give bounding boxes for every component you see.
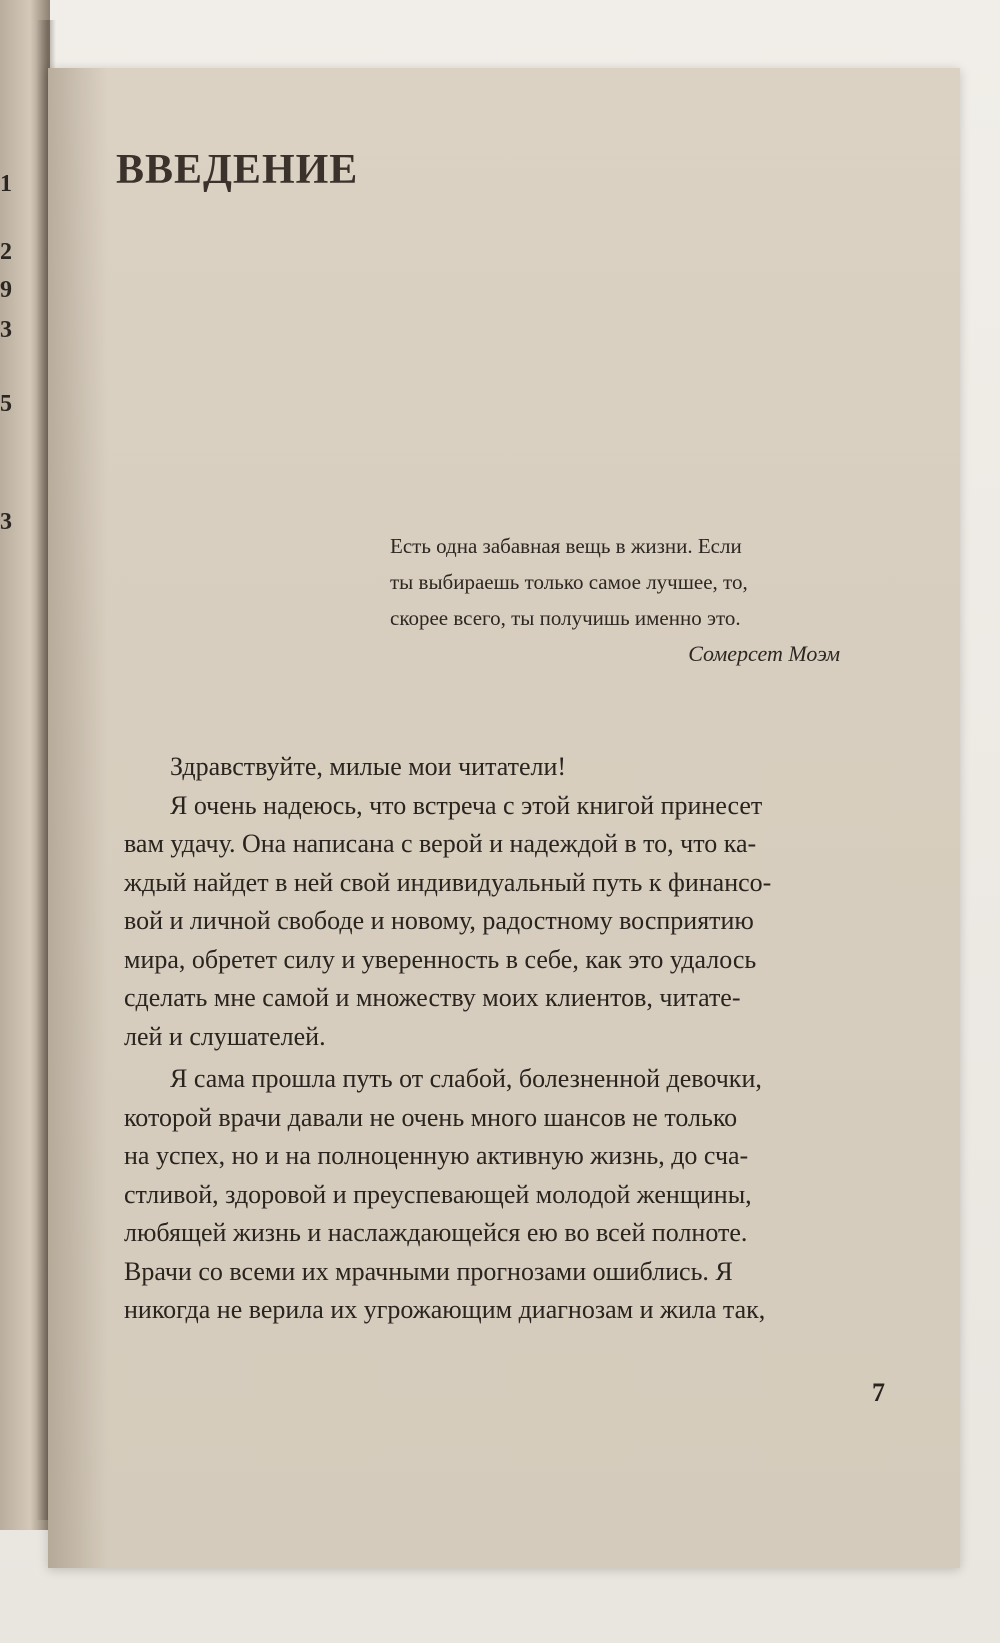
body-line: никогда не верила их угрожающим диагнозам и жила так, (124, 1295, 766, 1324)
body-line: Здравствуйте, милые мои читатели! (170, 752, 567, 781)
body-line: вам удачу. Она написана с верой и надеждой в то, что ка- (124, 829, 757, 858)
body-line: лей и слушателей. (124, 1021, 326, 1051)
body-line: любящей жизнь и наслаждающейся ею во всей полноте. (124, 1218, 748, 1247)
left-page-fragment: 3 (0, 318, 12, 342)
body-text (124, 748, 884, 1330)
epigraph (390, 528, 860, 672)
body-line: Врачи со всеми их мрачными прогнозами ошиблись. Я (124, 1256, 733, 1286)
left-page-fragment: 1 (0, 172, 12, 196)
left-page-fragment: 2 (0, 240, 12, 264)
left-page-fragment: 5 (0, 392, 12, 416)
epigraph-author: Сомерсет Моэм (688, 641, 840, 666)
page-number: 7 (872, 1378, 885, 1407)
body-line: ждый найдет в ней свой индивидуальный путь к финансо- (124, 867, 772, 897)
body-line: на успех, но и на полноценную активную жизнь, до сча- (124, 1141, 749, 1170)
body-line: Я сама прошла путь от слабой, болезненной девочки, (170, 1064, 762, 1093)
body-line: Я очень надеюсь, что встреча с этой книгой принесет (170, 790, 763, 820)
epigraph-line: ты выбираешь только самое лучшее, то, (390, 570, 748, 594)
body-line: которой врачи давали не очень много шансов не только (124, 1102, 738, 1132)
body-line: мира, обретет силу и уверенность в себе, как это удалось (124, 944, 757, 974)
left-page-fragment: 3 (0, 510, 12, 534)
body-line: вой и личной свободе и новому, радостному восприятию (124, 906, 754, 935)
body-line: стливой, здоровой и преуспевающей молодой женщины, (124, 1179, 752, 1209)
left-page-fragment: 9 (0, 278, 12, 302)
epigraph-line: скорее всего, ты получишь именно это. (390, 606, 741, 630)
page-gutter-shade (48, 68, 108, 1568)
epigraph-line: Есть одна забавная вещь в жизни. Если (390, 534, 742, 558)
body-line: сделать мне самой и множеству моих клиентов, читате- (124, 983, 741, 1012)
chapter-heading: ВВЕДЕНИЕ (116, 147, 359, 193)
